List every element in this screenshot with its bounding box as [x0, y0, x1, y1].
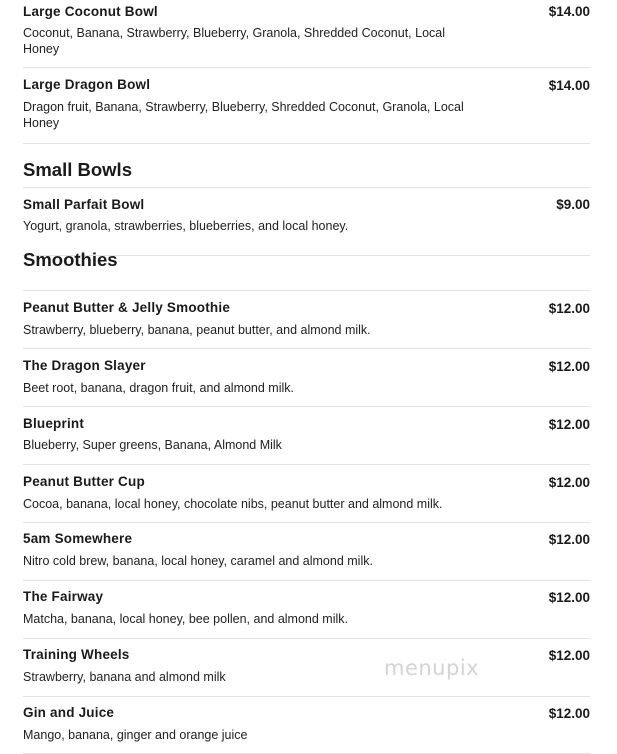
item-name: Gin and Juice: [23, 705, 115, 720]
menu-item-5am-somewhere: [23, 523, 590, 581]
item-price: $14.00: [548, 4, 590, 19]
item-description: Strawberry, banana and almond milk: [23, 670, 226, 684]
item-description: Yogurt, granola, strawberries, blueberries, and local honey.: [23, 219, 349, 233]
section-title-smoothies: [23, 249, 590, 291]
item-name: The Fairway: [23, 589, 104, 604]
menu-item-blueprint: [23, 407, 590, 465]
menu-list: [23, 0, 590, 754]
item-name: Peanut Butter & Jelly Smoothie: [23, 300, 231, 315]
menu-item-the-fairway: [23, 581, 590, 639]
section-title-text: Smoothies: [23, 249, 118, 270]
item-price: $12.00: [548, 648, 590, 663]
menu-item-dragon-slayer: [23, 349, 590, 407]
item-price: $12.00: [548, 301, 590, 316]
item-name: The Dragon Slayer: [23, 358, 146, 373]
item-description: Cocoa, banana, local honey, chocolate nibs, peanut butter and almond milk.: [23, 497, 443, 511]
item-description: Nitro cold brew, banana, local honey, caramel and almond milk.: [23, 554, 373, 568]
item-description: Blueberry, Super greens, Banana, Almond Milk: [23, 438, 282, 452]
item-name: Large Dragon Bowl: [23, 77, 151, 92]
item-name: Large Coconut Bowl: [23, 4, 158, 19]
item-price: $12.00: [548, 590, 590, 605]
menu-item-large-dragon-bowl: [23, 68, 590, 144]
item-price: $12.00: [548, 475, 590, 490]
menu-item-pbj-smoothie: [23, 291, 590, 349]
item-price: $12.00: [548, 359, 590, 374]
item-description: Mango, banana, ginger and orange juice: [23, 728, 248, 742]
item-description: Matcha, banana, local honey, bee pollen, and almond milk.: [23, 612, 348, 626]
menupix-watermark: menupix: [384, 656, 480, 680]
item-name: Blueprint: [23, 416, 85, 431]
item-description: Dragon fruit, Banana, Strawberry, Blueberry, Shredded Coconut, Granola, Local Honey: [23, 100, 464, 130]
item-price: $14.00: [548, 78, 590, 93]
menu-item-small-parfait-bowl: [23, 188, 590, 256]
item-description: Coconut, Banana, Strawberry, Blueberry, Granola, Shredded Coconut, Local Honey: [23, 26, 445, 56]
item-name: Peanut Butter Cup: [23, 474, 145, 489]
item-price: $12.00: [548, 417, 590, 432]
section-title-small-bowls: [23, 144, 590, 188]
item-name: 5am Somewhere: [23, 531, 133, 546]
menu-item-gin-and-juice: [23, 697, 590, 754]
item-price: $12.00: [548, 706, 590, 721]
item-price: $12.00: [548, 532, 590, 547]
menu-item-peanut-butter-cup: [23, 465, 590, 523]
item-price: $9.00: [556, 197, 590, 212]
menu-item-large-coconut-bowl: [23, 0, 590, 68]
item-description: Beet root, banana, dragon fruit, and almond milk.: [23, 381, 294, 395]
item-description: Strawberry, blueberry, banana, peanut butter, and almond milk.: [23, 323, 371, 337]
section-title-text: Small Bowls: [23, 159, 132, 180]
item-name: Training Wheels: [23, 647, 130, 662]
item-name: Small Parfait Bowl: [23, 197, 145, 212]
menu-item-training-wheels: [23, 639, 590, 697]
